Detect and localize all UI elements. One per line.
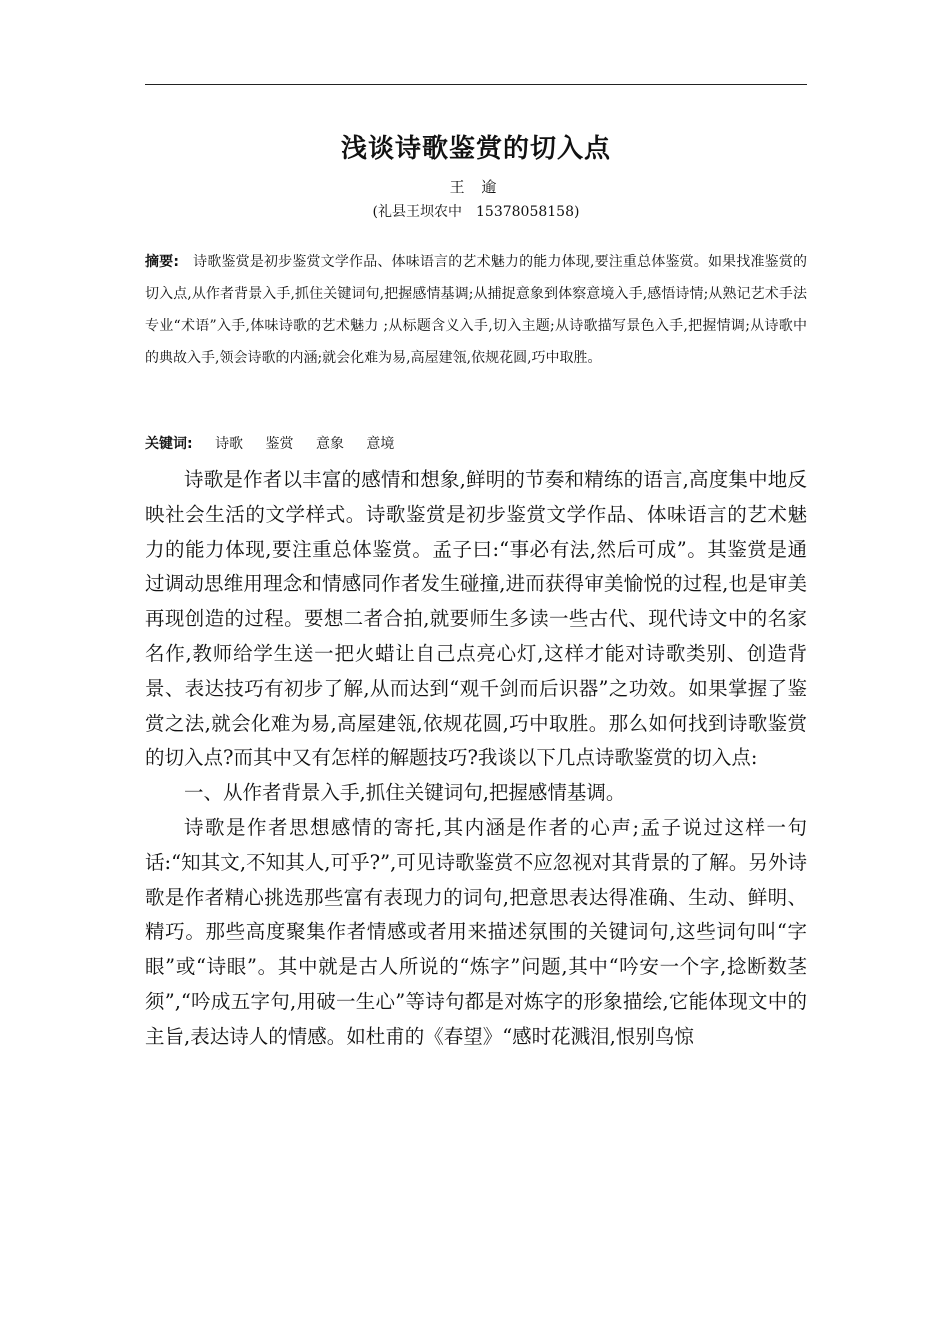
keyword: 鉴赏: [265, 436, 294, 452]
keywords: [145, 429, 807, 459]
body-paragraph: 诗歌是作者思想感情的寄托,其内涵是作者的心声;孟子说过这样一句话:“知其文,不知其人,可乎?”,可见诗歌鉴赏不应忽视对其背景的了解。另外诗歌是作者精心挑选那些富有表现力的词句,把意思表达得准确、生动、鲜明、精巧。那些高度聚集作者情感或者用来描述氛围的关键词句,这些词句叫“字眼”或“诗眼”。其中就是古人所说的“炼字”问题,其中“吟安一个字,捻断数茎须”,“吟成五字句,用破一生心”等诗句都是对炼字的形象描绘,它能体现文中的主旨,表达诗人的情感。如杜甫的《春望》“感时花溅泪,恨别鸟惊: [145, 815, 807, 1048]
header-rule: [145, 84, 807, 85]
keyword: 意象: [315, 436, 344, 452]
abstract-label: 摘要:: [145, 254, 179, 270]
section-heading: 一、从作者背景入手,抓住关键词句,把握感情基调。: [184, 781, 626, 805]
article-body: [145, 463, 807, 1055]
author-name: 王 逾: [449, 178, 503, 196]
abstract-text: 诗歌鉴赏是初步鉴赏文学作品、体味语言的艺术魅力的能力体现,要注重总体鉴赏。如果找准鉴赏的切入点,从作者背景入手,抓住关键词句,把握感情基调;从捕捉意象到体察意境入手,感悟诗情;从熟记艺术手法专业“术语”入手,体味诗歌的艺术魅力 ;从标题含义入手,切入主题;从诗歌描写景色入手,把握情调;从诗歌中的典故入手,领会诗歌的内涵;就会化难为易,高屋建瓴,依规花圆,巧中取胜。: [145, 254, 807, 366]
keyword: 诗歌: [215, 436, 244, 452]
keyword: 意境: [366, 436, 395, 452]
author-affiliation: (礼县王坝农中 15378058158): [372, 204, 580, 220]
article-title: 浅谈诗歌鉴赏的切入点: [340, 134, 611, 164]
keywords-label: 关键词:: [145, 436, 193, 452]
body-paragraph: 诗歌是作者以丰富的感情和想象,鲜明的节奏和精练的语言,高度集中地反映社会生活的文学样式。诗歌鉴赏是初步鉴赏文学作品、体味语言的艺术魅力的能力体现,要注重总体鉴赏。孟子曰:“事必有法,然后可成”。其鉴赏是通过调动思维用理念和情感同作者发生碰撞,进而获得审美愉悦的过程,也是审美再现创造的过程。要想二者合拍,就要师生多读一些古代、现代诗文中的名家名作,教师给学生送一把火蜡让自己点亮心灯,这样才能对诗歌类别、创造背景、表达技巧有初步了解,从而达到“观千剑而后识器”之功效。如果掌握了鉴赏之法,就会化难为易,高屋建瓴,依规花圆,巧中取胜。那么如何找到诗歌鉴赏的切入点?而其中又有怎样的解题技巧?我谈以下几点诗歌鉴赏的切入点:: [145, 468, 807, 770]
abstract: [145, 246, 807, 374]
